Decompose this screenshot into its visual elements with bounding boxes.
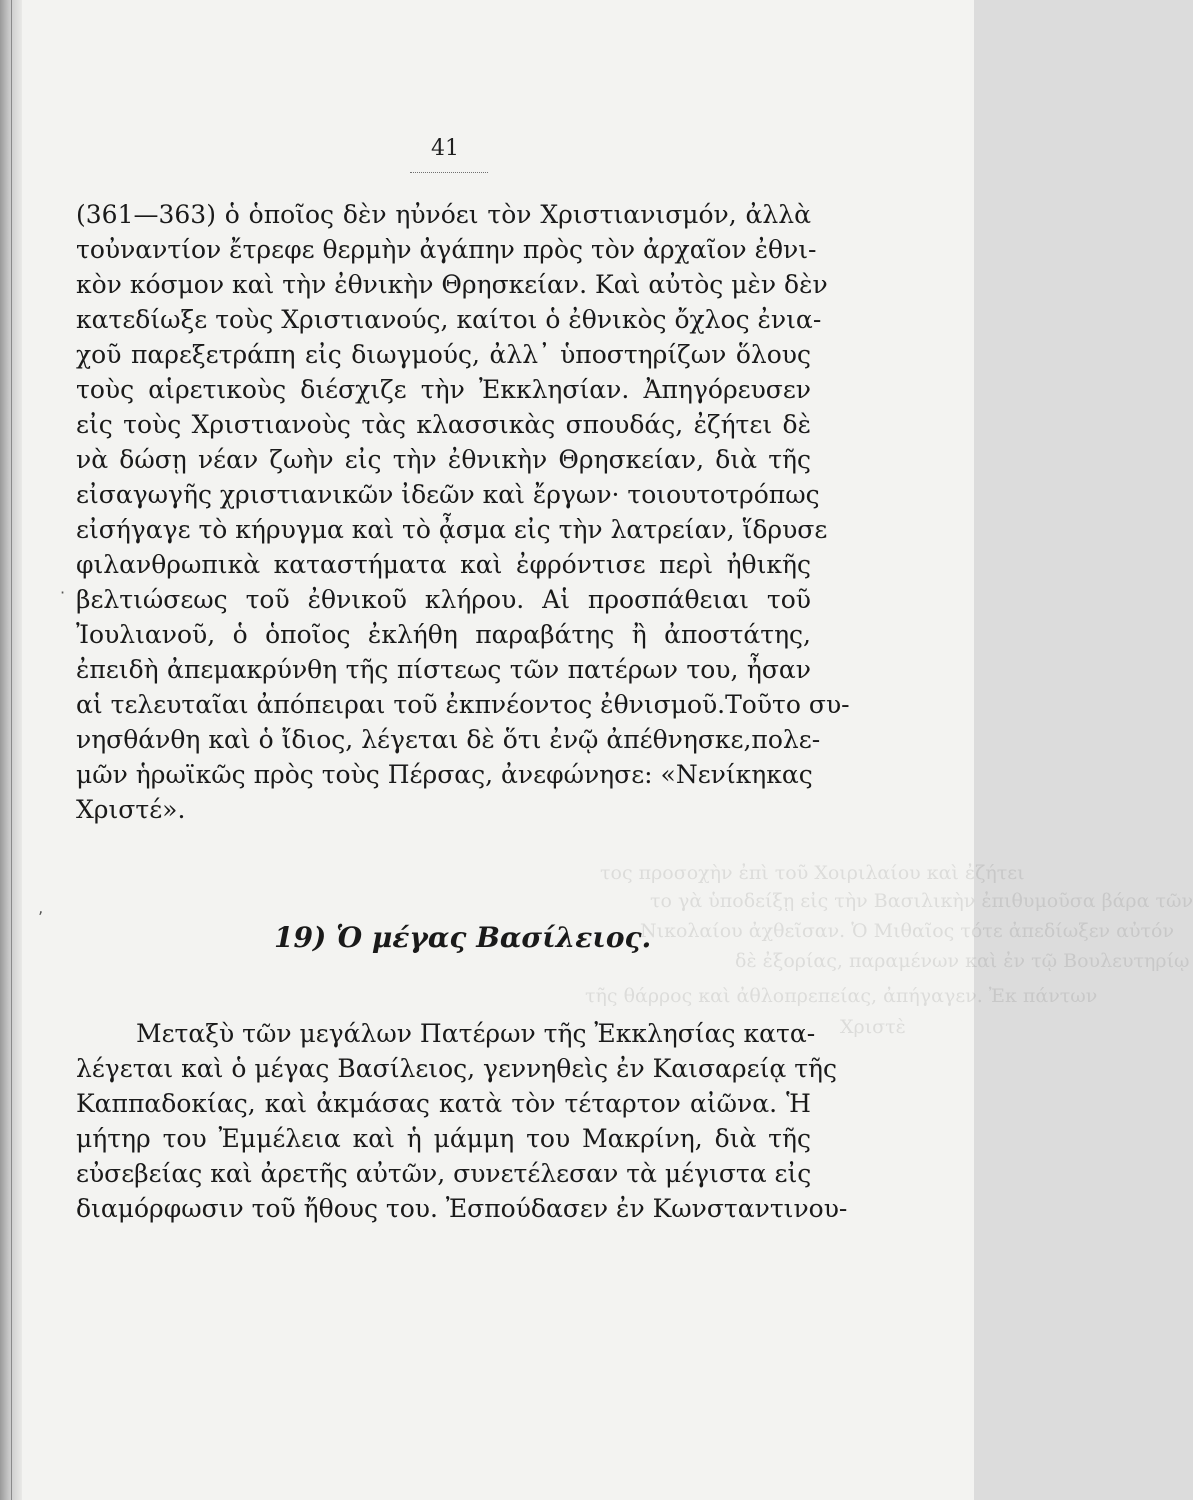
text-line: Μεταξὺ τῶν μεγάλων Πατέρων τῆς Ἐκκλησίας κατα- [136, 1019, 816, 1048]
text-line: μήτηρ του Ἐμμέλεια καὶ ἡ μάμμη του Μακρίνη, διὰ τῆς [76, 1124, 811, 1153]
page-gutter-line [11, 0, 12, 1500]
bleed-through-text: Χριστὲ [840, 1016, 906, 1038]
margin-tick: ʼ [38, 908, 44, 927]
text-line: νησθάνθη καὶ ὁ ἴδιος, λέγεται δὲ ὅτι ἐνῷ ἀπέθνησκε,πολε- [76, 725, 821, 754]
text-line: ἐπειδὴ ἀπεμακρύνθη τῆς πίστεως τῶν πατέρων του, ἦσαν [76, 655, 811, 684]
text-line: λέγεται καὶ ὁ μέγας Βασίλειος, γεννηθεὶς ἐν Καισαρείᾳ τῆς [76, 1054, 838, 1083]
text-line: νὰ δώσῃ νέαν ζωὴν εἰς τὴν ἐθνικὴν Θρησκείαν, διὰ τῆς [76, 445, 811, 474]
text-line: Χριστέ». [76, 795, 186, 824]
text-line: φιλανθρωπικὰ καταστήματα καὶ ἐφρόντισε περὶ ἠθικῆς [76, 550, 811, 579]
text-line: αἱ τελευταῖαι ἀπόπειραι τοῦ ἐκπνέοντος ἐθνισμοῦ.Τοῦτο συ- [76, 690, 850, 719]
text-line: (361—363) ὁ ὁποῖος δὲν ηὐνόει τὸν Χριστιανισμόν, ἀλλὰ [76, 200, 811, 229]
text-line: μῶν ἡρωϊκῶς πρὸς τοὺς Πέρσας, ἀνεφώνησε: «Νενίκηκας [76, 760, 813, 789]
page-number-rule [410, 172, 488, 173]
margin-dot: · [60, 583, 66, 602]
text-line: εἰς τοὺς Χριστιανοὺς τὰς κλασσικὰς σπουδάς, ἐζήτει δὲ [76, 410, 811, 439]
section-heading: 19) Ὁ μέγας Βασίλειος. [274, 921, 652, 954]
text-line: τοὺς αἱρετικοὺς διέσχιζε τὴν Ἐκκλησίαν. Ἀπηγόρευσεν [76, 375, 811, 404]
text-line: βελτιώσεως τοῦ ἐθνικοῦ κλήρου. Αἱ προσπάθειαι τοῦ [76, 585, 811, 614]
paragraph-julian [76, 197, 850, 827]
bleed-through-text: τος προσοχὴν ἐπὶ τοῦ Χοιριλαίου καὶ ἐζήτει [600, 862, 1025, 884]
bleed-through-text: το γὰ ὑποδείξῃ εἰς τὴν Βασιλικὴν ἐπιθυμοῦσα βάρα τῶν [650, 890, 1193, 912]
text-line: διαμόρφωσιν τοῦ ἤθους του. Ἐσπούδασεν ἐν Κωνσταντινου- [76, 1194, 848, 1223]
bleed-through-text: τῆς θάρρος καὶ ἀθλοπρεπείας, ἀπήγαγεν. Ἐκ πάντων [585, 985, 1098, 1007]
bleed-through-text: δὲ ἐξορίας, παραμένων καὶ ἐν τῷ Βουλευτηρίῳ [735, 950, 1190, 972]
text-line: κὸν κόσμον καὶ τὴν ἐθνικὴν Θρησκείαν. Καὶ αὐτὸς μὲν δὲν [76, 270, 828, 299]
text-line: Καππαδοκίας, καὶ ἀκμάσας κατὰ τὸν τέταρτον αἰῶνα. Ἡ [76, 1089, 811, 1118]
text-line: Ἰουλιανοῦ, ὁ ὁποῖος ἐκλήθη παραβάτης ἢ ἀποστάτης, [76, 620, 811, 649]
text-line: χοῦ παρεξετράπη εἰς διωγμούς, ἀλλ᾽ ὑποστηρίζων ὅλους [76, 340, 811, 369]
page-number: 41 [431, 136, 459, 161]
text-line: εὐσεβείας καὶ ἀρετῆς αὐτῶν, συνετέλεσαν τὰ μέγιστα εἰς [76, 1159, 812, 1188]
paragraph-basil [76, 1016, 848, 1226]
text-line: εἰσαγωγῆς χριστιανικῶν ἰδεῶν καὶ ἔργων· τοιουτοτρόπως [76, 480, 820, 509]
text-line: εἰσήγαγε τὸ κήρυγμα καὶ τὸ ᾆσμα εἰς τὴν λατρείαν, ἵδρυσε [76, 515, 828, 544]
text-line: τοὐναντίον ἔτρεφε θερμὴν ἀγάπην πρὸς τὸν ἀρχαῖον ἐθνι- [76, 235, 817, 264]
text-line: κατεδίωξε τοὺς Χριστιανούς, καίτοι ὁ ἐθνικὸς ὄχλος ἐνια- [76, 305, 822, 334]
bleed-through-text: Νικολαίου ἀχθεῖσαν. Ὁ Μιθαῖος τότε ἀπεδίωξεν αὐτόν [640, 920, 1175, 942]
